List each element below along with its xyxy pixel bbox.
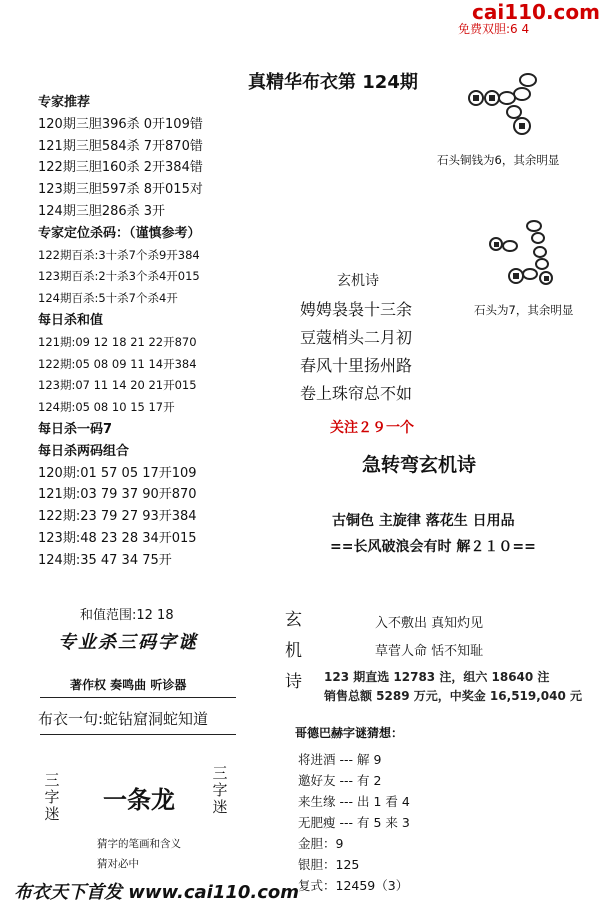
- jizhuan-title: 急转弯玄机诗: [362, 454, 477, 476]
- daily-two-heading: 每日杀两码组合: [38, 443, 130, 459]
- stone-icon: [534, 247, 546, 257]
- expert-row: 121期三胆584杀 7开870错: [38, 138, 203, 154]
- riddle-title: 专业杀三码字谜: [58, 632, 198, 653]
- coin-icon: [469, 91, 483, 105]
- daily-two-row: 122期:23 79 27 93开384: [38, 509, 197, 525]
- stone-icon: [499, 92, 515, 104]
- credit-line: 著作权 奏鸣曲 听诊器: [70, 678, 187, 692]
- xuanji-char: 机: [285, 641, 302, 661]
- poem-line: 娉娉袅袅十三余: [300, 300, 413, 319]
- goldbach-list: [298, 749, 410, 896]
- stone-icon: [503, 241, 517, 251]
- riddle-answer-dragon: 一条龙: [103, 786, 175, 814]
- coin-icon: [485, 91, 499, 105]
- sales-line: 销售总额 5289 万元，中奖金 16,519,040 元: [324, 689, 583, 703]
- daily-sum-row: 123期:07 11 14 20 21开015: [38, 378, 197, 393]
- poem-line: 卷上珠帘总不如: [300, 384, 413, 403]
- san-zi-mi-left: 三字迷: [44, 771, 60, 823]
- goldbach-row: 无肥瘦 --- 有 5 来 3: [298, 815, 410, 830]
- divider: [40, 734, 236, 735]
- position-kill-row: 123期百杀:2十杀3个杀4开015: [38, 269, 200, 284]
- goldbach-row: 复式：12459（3）: [298, 878, 409, 893]
- goldbach-row: 邀好友 --- 有 2: [298, 773, 382, 788]
- goldbach-row: 银胆：125: [298, 857, 360, 872]
- expert-row: 123期三胆597杀 8开015对: [38, 182, 203, 198]
- xuanji-line: 草菅人命 恬不知耻: [375, 644, 484, 659]
- position-kill-heading: 专家定位杀码：（谨慎参考）: [38, 225, 201, 241]
- daily-sum-heading: 每日杀和值: [38, 312, 104, 328]
- stone-icon: [520, 74, 536, 86]
- page-title: 真精华布衣第 124期: [248, 72, 418, 93]
- stone-icon: [523, 269, 537, 279]
- coin-stone-diagram-1: [460, 70, 550, 145]
- position-kill-row: 124期百杀:5十杀7个杀4开: [38, 291, 178, 306]
- changfeng-line: ==长风破浪会有时 解２１０==: [330, 539, 536, 555]
- poem-title: 玄机诗: [337, 273, 379, 289]
- daily-sum-row: 122期:05 08 09 11 14开384: [38, 356, 197, 371]
- daily-sum-row: 121期:09 12 18 21 22开870: [38, 334, 197, 349]
- stone-icon: [507, 106, 521, 118]
- sum-range: 和值范围:12 18: [80, 608, 174, 623]
- coin-icon: [514, 118, 530, 134]
- footer-site[interactable]: 布衣天下首发 www.cai110.com: [14, 882, 300, 903]
- diagram-caption-1: 石头铜钱为6，其余明显: [437, 153, 560, 167]
- xuanji-char: 诗: [285, 672, 302, 692]
- coin-icon: [509, 269, 523, 283]
- poem-line: 春风十里扬州路: [300, 356, 413, 375]
- daily-two-row: 123期:48 23 28 34开015: [38, 530, 197, 546]
- guess-win: 猜对必中: [97, 858, 139, 870]
- free-double-text: 免费双胆:6 4: [458, 22, 530, 36]
- poem-line: 豆蔻梢头二月初: [300, 328, 413, 347]
- daily-two-row: 124期:35 47 34 75开: [38, 552, 172, 568]
- coin-stone-diagram-2: [488, 220, 568, 290]
- expert-row: 120期三胆396杀 0开109错: [38, 116, 203, 132]
- stone-icon: [532, 233, 544, 243]
- divider: [40, 697, 236, 698]
- stone-icon: [527, 221, 541, 231]
- stone-icon: [514, 88, 530, 100]
- daily-two-row: 121期:03 79 37 90开870: [38, 487, 197, 503]
- goldbach-title: 哥德巴赫字谜猜想：: [295, 726, 404, 740]
- daily-sum-row: 124期:05 08 10 15 17开: [38, 400, 175, 415]
- expert-row: 124期三胆286杀 3开: [38, 203, 166, 219]
- coin-icon: [490, 238, 502, 250]
- sales-line: 123 期直选 12783 注，组六 18640 注: [324, 670, 550, 684]
- xuanji-char: 玄: [285, 610, 302, 630]
- daily-one-code: 每日杀一码7: [38, 421, 113, 437]
- site-logo[interactable]: cai110.com: [472, 0, 600, 24]
- expert-section: [38, 92, 203, 572]
- daily-two-row: 120期:01 57 05 17开109: [38, 465, 197, 481]
- san-zi-mi-right: 三字迷: [212, 764, 228, 816]
- goldbach-row: 来生缘 --- 出 1 看 4: [298, 794, 410, 809]
- goldbach-row: 将进酒 --- 解 9: [298, 752, 382, 767]
- guess-note: 猜字的笔画和含义: [97, 838, 181, 850]
- riddle-words: 古铜色 主旋律 落花生 日用品: [332, 513, 515, 529]
- focus-notice: 关注２９一个: [330, 420, 414, 436]
- goldbach-row: 金胆：9: [298, 836, 344, 851]
- diagram-caption-2: 石头为7，其余明显: [474, 303, 574, 317]
- xuanji-line: 入不敷出 真知灼见: [375, 616, 484, 631]
- expert-heading: 专家推荐: [38, 95, 91, 110]
- position-kill-row: 122期百杀:3十杀7个杀9开384: [38, 247, 200, 262]
- buyi-sentence: 布衣一句:蛇钻窟洞蛇知道: [38, 710, 209, 728]
- expert-row: 122期三胆160杀 2开384错: [38, 160, 203, 176]
- stone-icon: [536, 259, 548, 269]
- coin-icon: [540, 272, 552, 284]
